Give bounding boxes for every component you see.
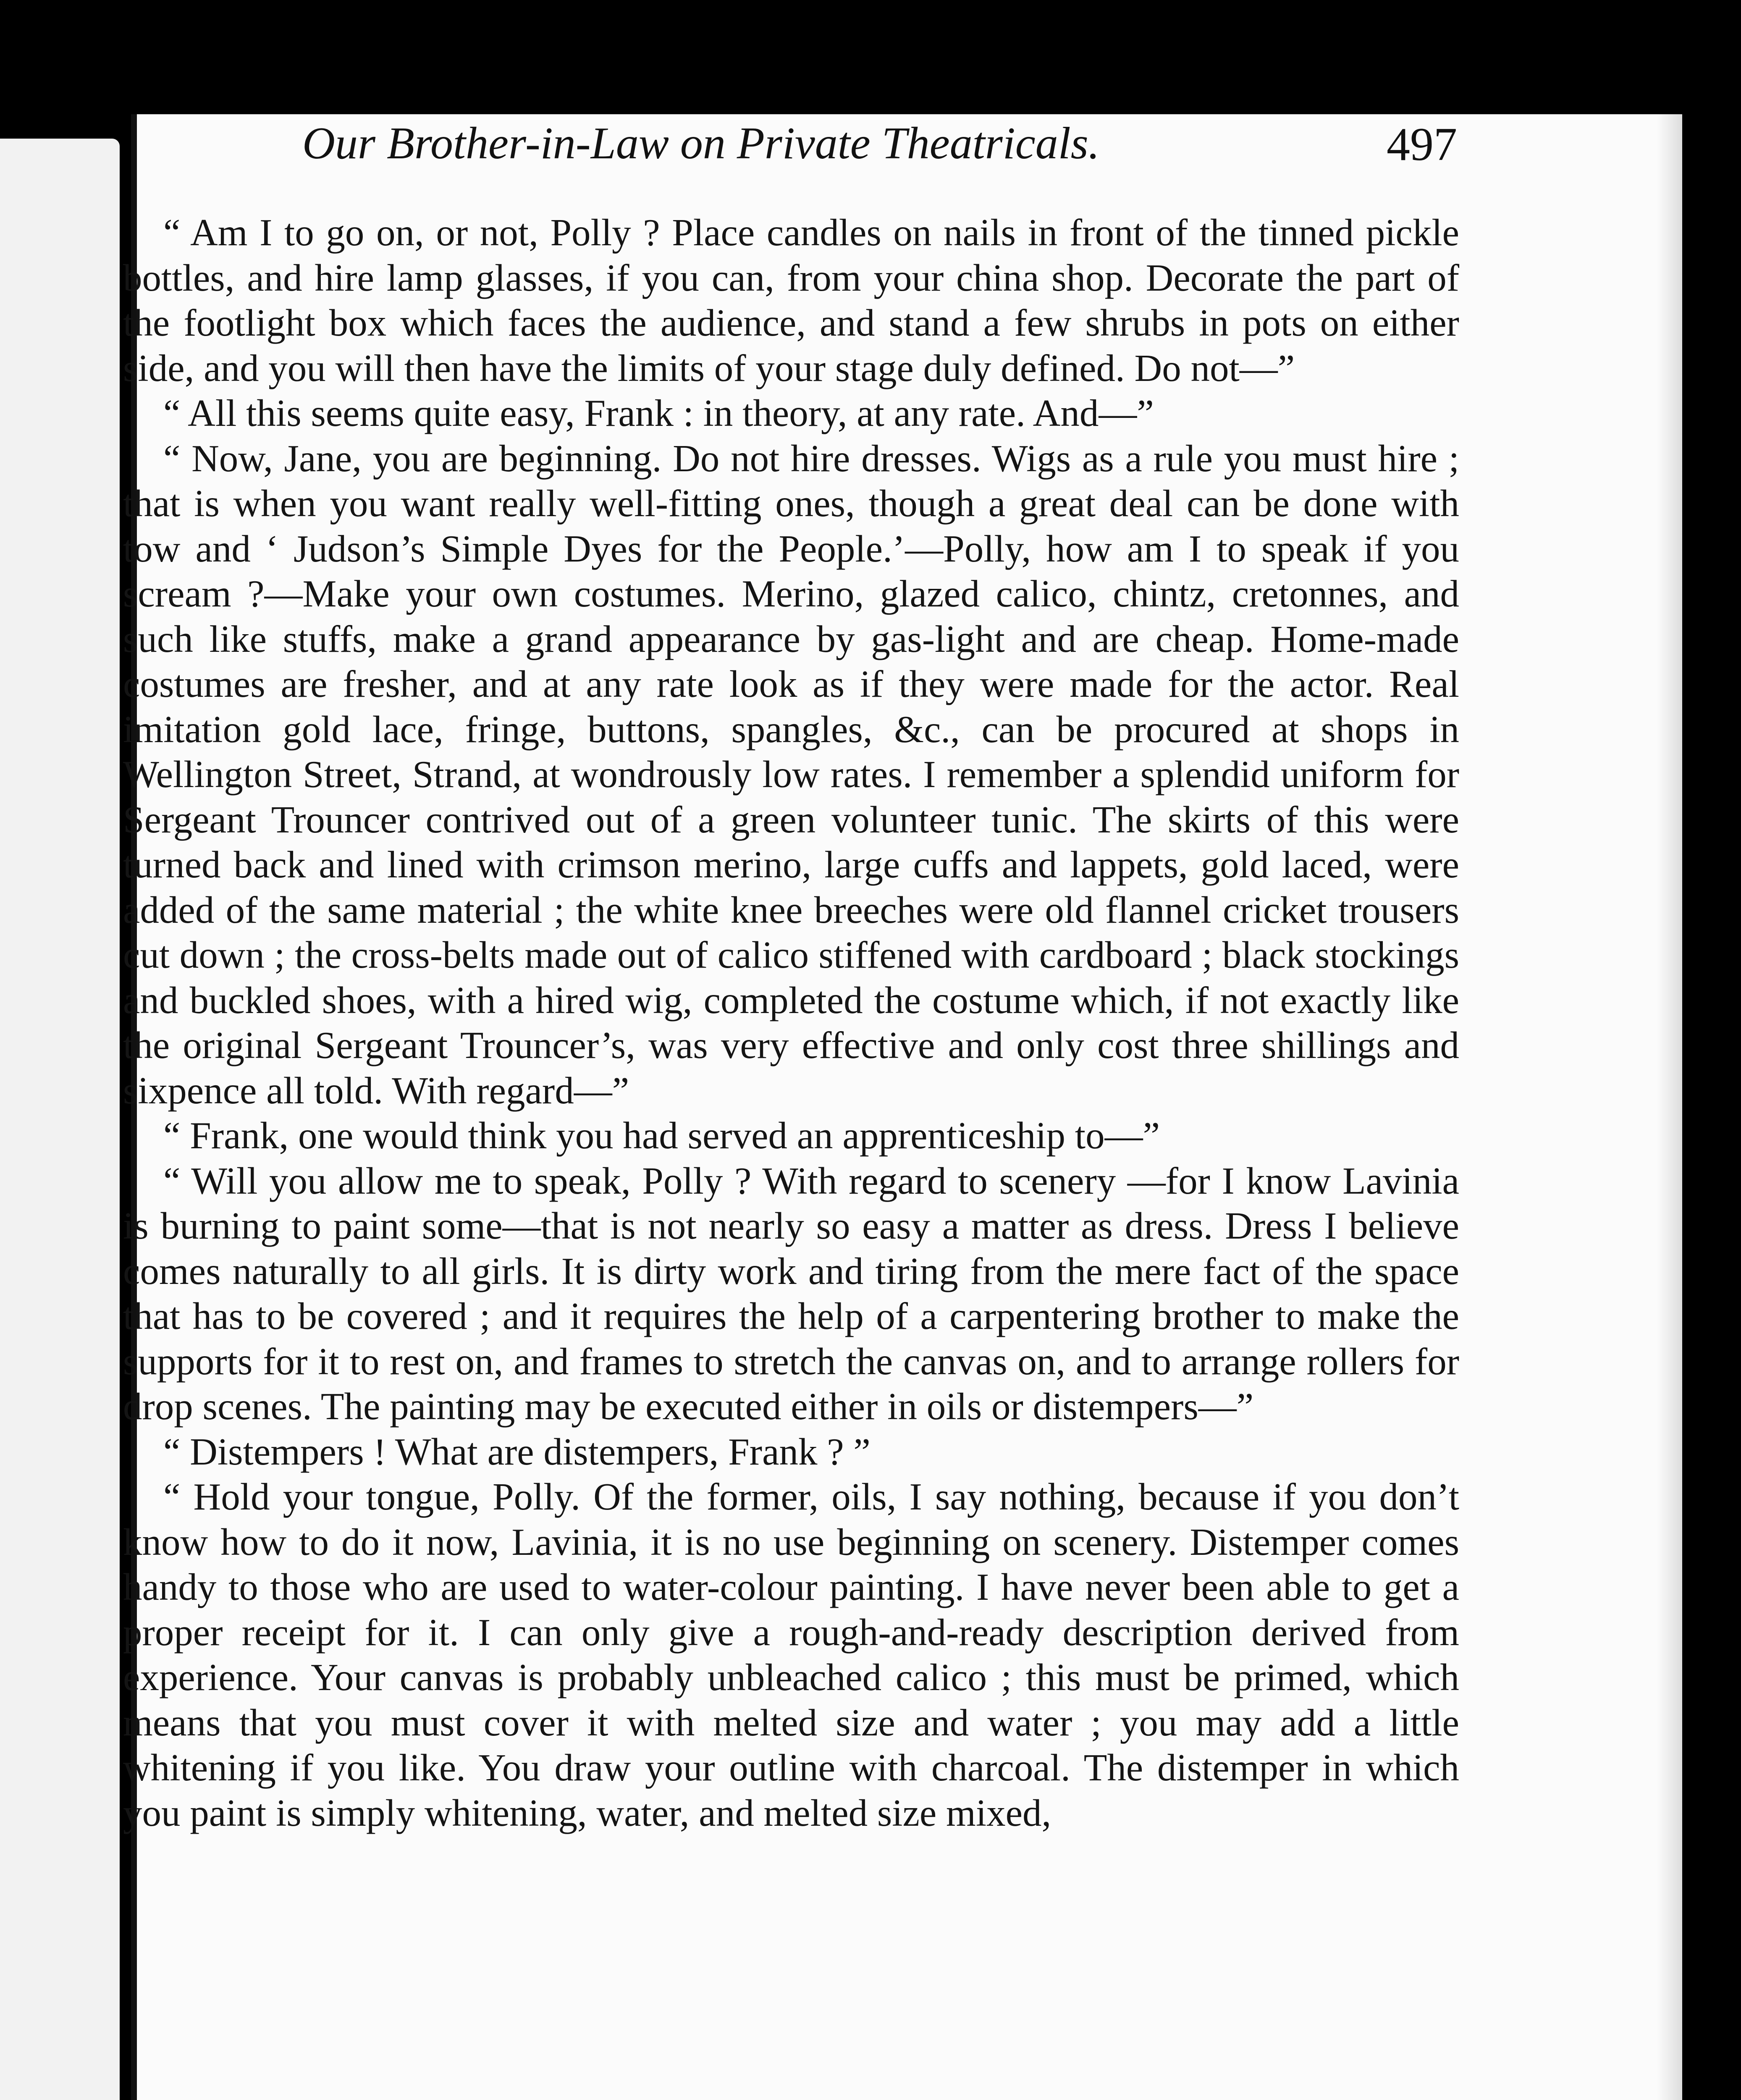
paragraph-5: “ Will you allow me to speak, Polly ? With regard to scenery —for I know Lavinia is burning to paint some—that is not nearly so easy a matter as dress. Dress I believe comes naturally to all girls. It is dirty work and tiring from the mere fact of the space that has to be covered ; and it requires the help of a carpentering brother to make the supports for it to rest on, and frames to stretch the canvas on, and to arrange rollers for drop scenes. The painting may be executed either in oils or distempers—” — [123, 1159, 1459, 1428]
page-header — [113, 118, 1457, 185]
facing-page-edge — [0, 139, 120, 2100]
paragraph-3: “ Now, Jane, you are beginning. Do not hire dresses. Wigs as a rule you must hire ; that is when you want really well-fitting ones, though a great deal can be done with tow and ‘ Judson’s Simple Dyes for the People.’—Polly, how am I to speak if you scream ?—Make your own costumes. Merino, glazed calico, chintz, cretonnes, and such like stuffs, make a grand appearance by gas-light and are cheap. Home-made costumes are fresher, and at any rate look as if they were made for the actor. Real imitation gold lace, fringe, buttons, spangles, &c., can be procured at shops in Wellington Street, Strand, at wondrously low rates. I remember a splendid uniform for Sergeant Trouncer contrived out of a green volunteer tunic. The skirts of this were turned back and lined with crimson merino, large cuffs and lappets, gold laced, were added of the same material ; the white knee breeches were old flannel cricket trousers cut down ; the cross-belts made out of calico stiffened with cardboard ; black stockings and buckled shoes, with a hired wig, completed the costume which, if not exactly like the original Sergeant Trouncer’s, was very effective and only cost three shillings and sixpence all told. With regard—” — [123, 437, 1459, 1112]
paragraph-4: “ Frank, one would think you had served an apprenticeship to—” — [163, 1114, 1160, 1157]
page-gutter-shadow — [1657, 114, 1682, 2100]
body-text — [123, 210, 1459, 1835]
running-title: Our Brother-in-Law on Private Theatricals. — [302, 118, 1100, 168]
paragraph-1: “ Am I to go on, or not, Polly ? Place candles on nails in front of the tinned pickle bottles, and hire lamp glasses, if you can, from your china shop. Decorate the part of the footlight box which faces the audience, and stand a few shrubs in pots on either side, and you will then have the limits of your stage duly defined. Do not—” — [123, 211, 1459, 389]
page-number: 497 — [1387, 118, 1457, 171]
paragraph-7: “ Hold your tongue, Polly. Of the former, oils, I say nothing, because if you don’t know how to do it now, Lavinia, it is no use beginning on scenery. Distemper comes handy to those who are used to water-colour painting. I have never been able to get a proper receipt for it. I can only give a rough-and-ready description derived from experience. Your canvas is probably unbleached calico ; this must be primed, which means that you must cover it with melted size and water ; you may add a little whitening if you like. You draw your outline with charcoal. The distemper in which you paint is simply whitening, water, and melted size mixed, — [123, 1475, 1459, 1834]
paragraph-2: “ All this seems quite easy, Frank : in theory, at any rate. And—” — [163, 392, 1154, 434]
paragraph-6: “ Distempers ! What are distempers, Frank ? ” — [163, 1430, 870, 1473]
